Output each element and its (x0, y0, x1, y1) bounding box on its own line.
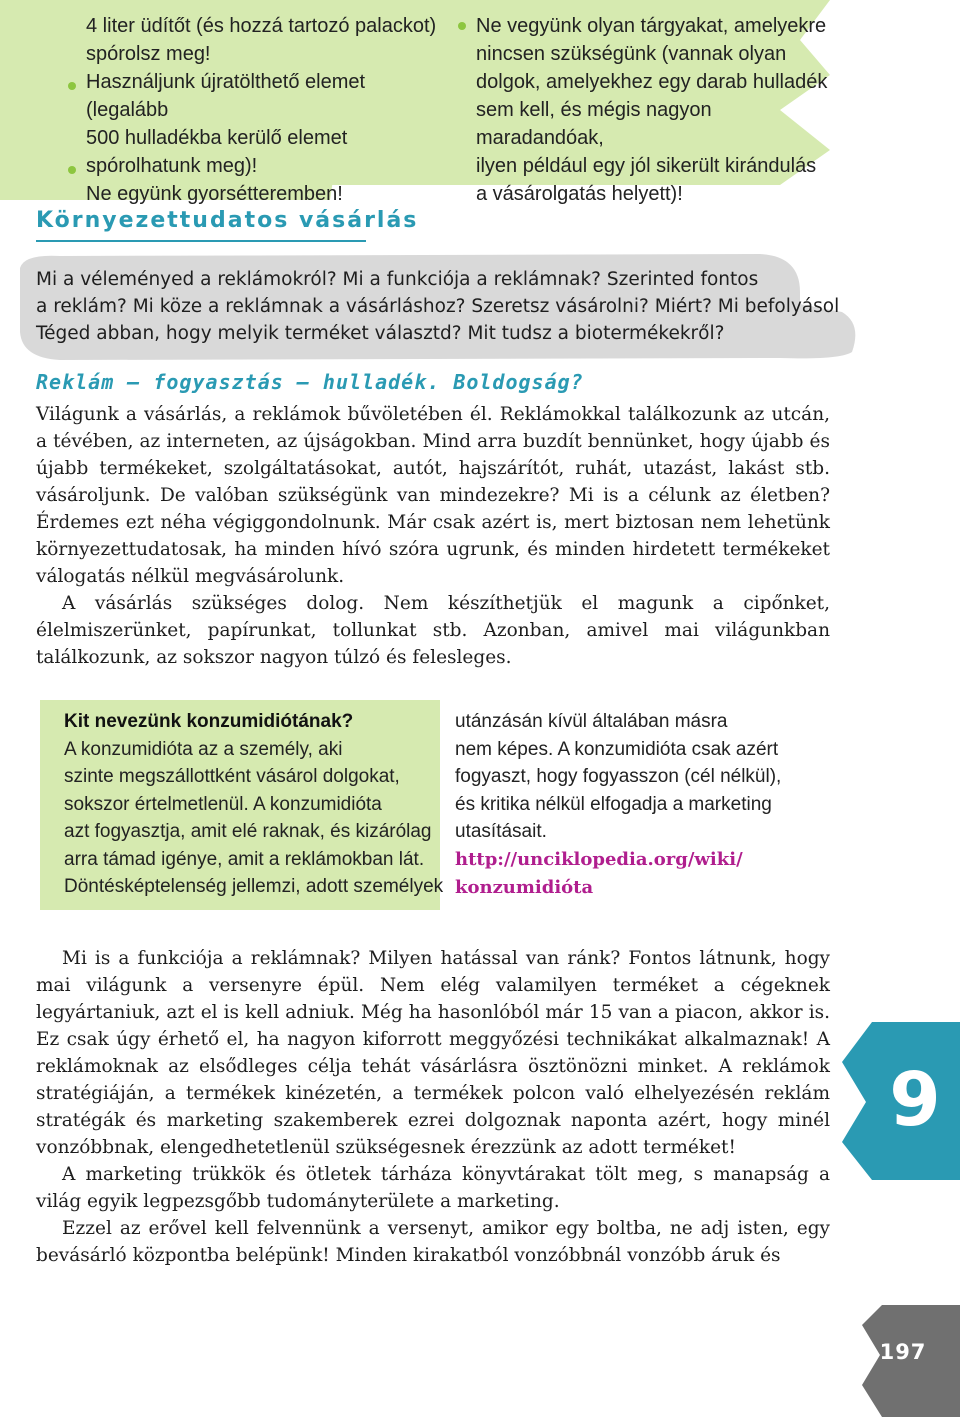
definition-line: szinte megszállottként vásárol dolgokat, (64, 766, 400, 787)
tip-line: ilyen például egy jól sikerült kirándulás (476, 155, 817, 177)
definition-line: utasításait. (455, 821, 547, 842)
tip-line: a vásárolgatás helyett)! (476, 183, 683, 205)
source-link-line: http://unciklopedia.org/wiki/ (455, 848, 743, 870)
page-number: 197 (879, 1340, 927, 1364)
tip-line: nincsen szükségünk (vannak olyan (476, 43, 787, 65)
definition-right (455, 708, 795, 902)
definition-left (64, 708, 444, 901)
definition-line: nem képes. A konzumidióta csak azért (455, 738, 779, 760)
tip-line: 4 liter üdítőt (és hozzá tartozó palackot) (86, 15, 437, 37)
definition-line: fogyaszt, hogy fogyasszon (cél nélkül), (455, 766, 782, 787)
tip-line: 500 hulladékba kerülő elemet (86, 127, 348, 149)
sub-heading: Reklám – fogyasztás – hulladék. Boldogság? (36, 370, 584, 394)
tip-line: Ne vegyünk olyan tárgyakat, amelyekre (476, 15, 827, 37)
definition-line: arra támad igénye, amit a reklámokban lát. (64, 848, 425, 870)
tip-line: dolgok, amelyekhez egy darab hulladék (476, 71, 828, 93)
definition-line: utánzásán kívül általában másra (455, 711, 728, 732)
question-line: Téged abban, hogy melyik terméket választd? Mit tudsz a biotermékekről? (36, 323, 725, 344)
bullet-icon (68, 82, 76, 90)
tip-line: spórolsz meg! (86, 43, 211, 65)
tip-line: spórolhatunk meg)! (86, 155, 258, 177)
main-text (36, 945, 830, 1269)
top-tips-right (476, 12, 836, 208)
intro-text (36, 401, 830, 671)
tip-line: Használjunk újratölthető elemet (legalább (86, 71, 366, 121)
paragraph: A marketing trükkök és ötletek tárháza könyvtárakat tölt meg, s manapság a világ egyik legpezsgőbb tudományterülete a marketing. (36, 1164, 830, 1212)
bullet-icon (458, 22, 466, 30)
top-tips-left (86, 12, 446, 208)
paragraph: Világunk a vásárlás, a reklámok bűvöletében él. Reklámokkal találkozunk az utcán, a tévében, az interneten, az újságokban. Mind arra buzdít bennünket, hogy újabb és újabb termékeket, szolgáltatásokat, autót, hajszárítót, ruhát, utazást, lakást stb. vásároljunk. De valóban szükségünk van mindezekre? Mi is a célunk az életben? Érdemes ezt néha végiggondolnunk. Már csak azért is, mert biztosan nem lehetünk környezettudatosak, ha minden hívó szóra ugrunk, és minden hirdetett termékeket válogatás nélkül megvásárolunk. (36, 404, 830, 587)
source-link-line: konzumidióta (455, 876, 594, 898)
definition-line: A konzumidióta az a személy, aki (64, 738, 343, 760)
definition-line: sokszor értelmetlenül. A konzumidióta (64, 793, 382, 815)
tip-line: sem kell, és mégis nagyon maradandóak, (476, 99, 712, 149)
chapter-number: 9 (889, 1057, 941, 1143)
tip-line: Ne együnk gyorsétteremben! (86, 183, 343, 205)
question-line: Mi a véleményed a reklámokról? Mi a funkciója a reklámnak? Szerinted fontos (36, 269, 759, 290)
heading-underline (36, 240, 366, 242)
questions-text (36, 266, 840, 347)
definition-line: azt fogyasztja, amit elé raknak, és kizárólag (64, 821, 432, 842)
section-heading: Környezettudatos vásárlás (36, 208, 419, 233)
definition-title: Kit nevezünk konzumidiótának? (64, 711, 354, 732)
paragraph: A vásárlás szükséges dolog. Nem készíthetjük el magunk a cipőnket, élelmiszerünket, papírunkat, tollunkat stb. Azonban, amivel mai világunkban találkozunk, az sokszor nagyon túlzó és felesleges. (36, 593, 830, 668)
source-link[interactable] (455, 846, 795, 902)
paragraph: Ezzel az erővel kell felvennünk a versenyt, amikor egy boltba, ne adj isten, egy bevásárló központba belépünk! Minden kirakatból vonzóbbnál vonzóbb áruk és (36, 1218, 830, 1266)
question-line: a reklám? Mi köze a reklámnak a vásárláshoz? Szeretsz vásárolni? Miért? Mi befolyásol (36, 296, 840, 317)
bullet-icon (68, 166, 76, 174)
definition-line: Döntésképtelenség jellemzi, adott személyek (64, 876, 444, 897)
paragraph: Mi is a funkciója a reklámnak? Milyen hatással van ránk? Fontos látnunk, hogy mai világunk a versenyre épül. Nem elég valamilyen terméket a cégeknek legyártaniuk, azt el is kell adniuk. Még ha hasonlóból már 15 van a piacon, akkor is. Ez csak úgy érhető el, ha nagyon kiforrott meggyőzési technikákat alkalmaznak! A reklámoknak az elsődleges célja tehát vásárlásra ösztönözni minket. A reklámok stratégiáján, a termékek kinézetén, a termékek polcon való elhelyezésén reklám stratégák és marketing szakemberek ezrei dolgoznak naponta azért, hogy minél vonzóbbnak, elengedhetetlenül szükségesnek érezzünk az adott terméket! (36, 948, 830, 1158)
definition-line: és kritika nélkül elfogadja a marketing (455, 793, 772, 815)
